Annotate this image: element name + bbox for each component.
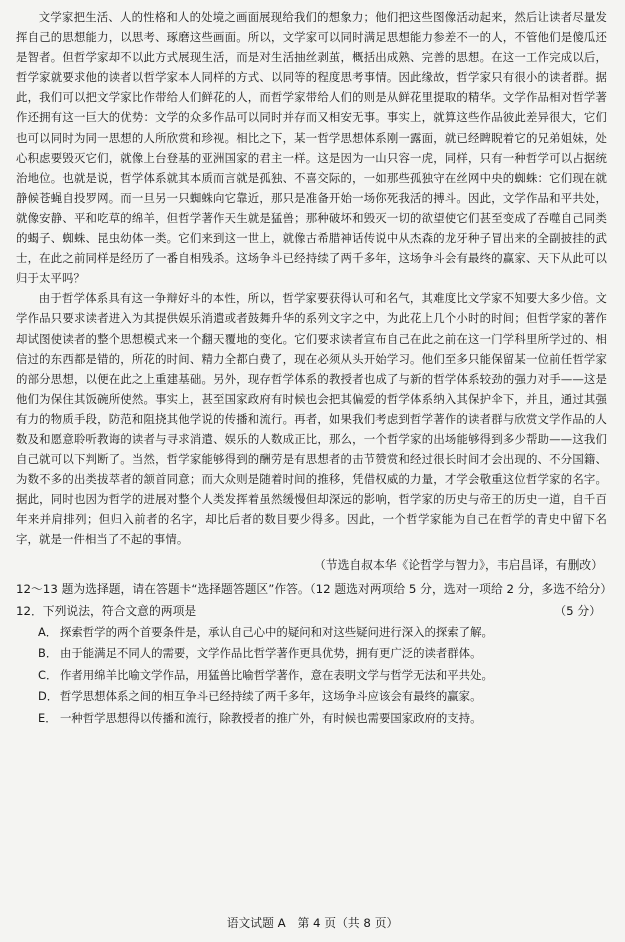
option-a-label: A． [38, 624, 58, 639]
passage-paragraph-2: 由于哲学体系具有这一争辩好斗的本性，所以，哲学家要获得认可和名气，其难度比文学家不知要大多少倍。文学作品只要求读者进入为其提供娱乐消遣或者鼓舞升华的系列文字之中，为此花上几个小时的时间；但哲学家的著作却试图使读者的整个思想模式来一个翻天覆地的变化。它们要求读者宣布自己在此之前在这一门学科里所学过的、相信过的东西都是错的，所花的时间、精力全都白费了，现在必须从头开始学习。他们至多只能保留某一位前任哲学家的部分思想，以便在此之上重建基础。另外，现存哲学体系的教授者也成了与新的哲学体系较劲的强力对手——这是他们为保住其饭碗所使然。事实上，甚至国家政府有时候也会把其偏爱的哲学体系纳入其保护伞下，并且，通过其强有力的物质手段，防范和阻挠其他学说的传播和流行。再者，如果我们考虑到哲学著作的读者群与欣赏文学作品的人数及和愿意聆听教诲的读者与寻求消遣、娱乐的人数成正比，那么，一个哲学家的出场能够得到多少帮助——这我们自己就可以下判断了。当然，哲学家能够得到的酬劳是有思想者的击节赞赏和经过很长时间才会出现的、不分国籍、为数不多的出类拔萃者的颔首同意；而大众则是随着时间的推移，凭借权威的力量，才学会敬重这位哲学家的名字。据此，同时也因为哲学的进展对整个人类发挥着虽然缓慢但却深远的影响，哲学家的历史与帝王的历史一道，自千百年来并肩排列；但归入前者的名字，却比后者的数目要少得多。因此，一个哲学家能为自己在哲学的青史中留下名字，就是一件相当了不起的事情。 [16, 291, 607, 547]
option-d-label: D． [38, 689, 59, 704]
option-b [38, 643, 607, 665]
question-instructions: 12～13 题为选择题，请在答题卡“选择题答题区”作答。（12 题选对两项给 5 分，选对一项给 2 分，多选不给分） [16, 581, 613, 596]
question-12-title: 12．下列说法，符合文意的两项是 [16, 603, 197, 618]
option-a-text: 探索哲学的两个首要条件是，承认自己心中的疑问和对这些疑问进行深入的探索了解。 [60, 624, 493, 639]
option-b-text: 由于能满足不同人的需要，文学作品比哲学著作更具优势，拥有更广泛的读者群体。 [60, 646, 482, 661]
option-d [38, 686, 607, 708]
question-12-header [16, 601, 607, 622]
passage-source: （节选自叔本华《论哲学与智力》，韦启昌译，有删改） [313, 557, 603, 572]
page-footer: 语文试题 A 第 4 页（共 8 页） [226, 916, 399, 930]
option-e-label: E． [38, 710, 57, 725]
option-b-label: B． [38, 646, 58, 661]
option-d-text: 哲学思想体系之间的相互争斗已经持续了两千多年，这场争斗应该会有最终的赢家。 [60, 689, 482, 704]
option-c [38, 665, 607, 687]
option-a [38, 622, 607, 644]
option-c-label: C． [38, 667, 58, 682]
question-12-options [16, 622, 607, 730]
option-c-text: 作者用绵羊比喻文学作品，用猛兽比喻哲学著作，意在表明文学与哲学无法和平共处。 [60, 667, 493, 682]
passage-paragraph-1: 文学家把生活、人的性格和人的处境之画面展现给我们的想象力；他们把这些图像活动起来，然后让读者尽量发挥自己的思想能力，以思考、琢磨这些画面。所以，文学家可以同时满足思想能力参差不一的人，不管他们是傻瓜还是智者。但哲学家却不以此方式展现生活，而是对生活抽丝剥茧，概括出成熟、完善的思想。在这一工作完成以后，哲学家就要求他的读者以哲学家本人同样的方式、以同等的程度思考事情。因此缘故，哲学家只有很小的读者群。据此，我们可以把文学家比作带给人们鲜花的人，而哲学家带给人们的则是从鲜花里提取的精华。文学作品相对哲学著作还拥有这一巨大的优势：文学的众多作品可以同时并存而又相安无事。事实上，就算这些作品彼此差异很大，它们也可以同时为同一思想的人所欣赏和珍视。相比之下，某一哲学思想体系刚一露面，就已经睥睨着它的兄弟姐妹，处心积虑要毁灭它们，就像上台登基的亚洲国家的君主一样。这是因为一山只容一虎，同样，只有一种哲学可以占据统治地位。也就是说，哲学体系就其本质而言就是孤独、不喜交际的，一如那些孤独守在丝网中央的蜘蛛：它们现在就静候苍蝇自投罗网。而一旦另一只蜘蛛向它靠近，那只是准备开始一场你死我活的搏斗。因此，文学作品和平共处，就像安静、平和吃草的绵羊，但哲学著作天生就是猛兽；那种破坏和毁灭一切的欲望使它们甚至变成了吞噬自己同类的蝎子、蜘蛛、昆虫幼体一类。它们来到这一世上，就像古希腊神话传说中从杰森的龙牙种子冒出来的全副披挂的武士，在此之前同样是经历了一番自相残杀。这场争斗已经持续了两千多年，这场争斗会有最终的赢家、天下从此可以归于太平吗？ [16, 10, 607, 286]
option-e-text: 一种哲学思想得以传播和流行，除教授者的推广外，有时候也需要国家政府的支持。 [60, 710, 482, 725]
option-e [38, 708, 607, 730]
question-12-score: （5 分） [554, 603, 601, 618]
passage [16, 7, 607, 576]
